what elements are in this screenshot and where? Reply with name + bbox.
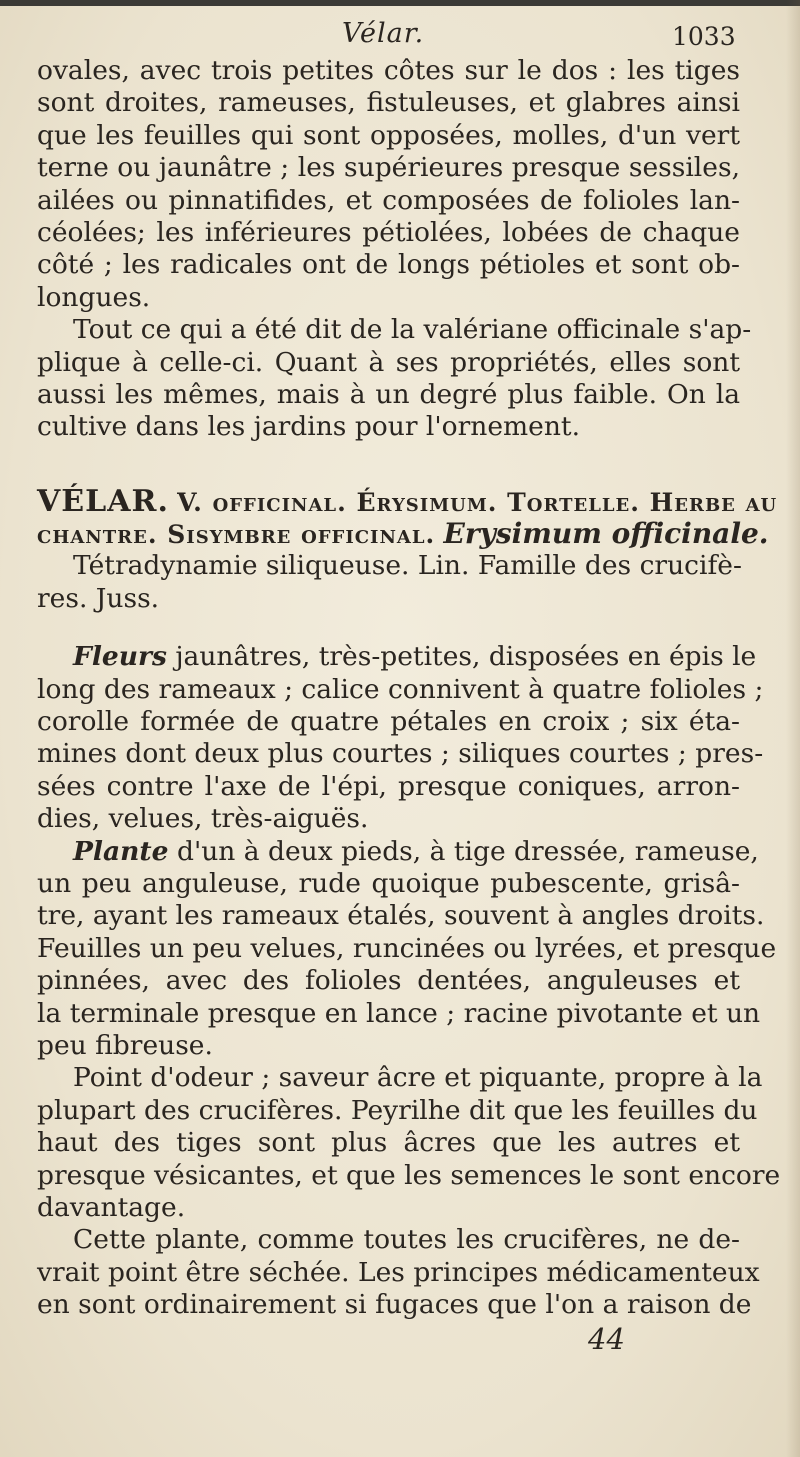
- plante-label: Plante: [73, 835, 169, 867]
- text-line: long des rameaux ; calice connivent à quatre folioles ;: [37, 673, 764, 705]
- text-line: sont droites, rameuses, fistuleuses, et glabres ainsi: [37, 87, 740, 119]
- text-line: céolées; les inférieures pétiolées, lobées de chaque: [37, 216, 740, 248]
- text-line: davantage.: [37, 1191, 186, 1223]
- text-line: ailées ou pinnatifides, et composées de folioles lan-: [37, 184, 740, 216]
- heading-line-2: [37, 516, 769, 551]
- text-line: que les feuilles qui sont opposées, molles, d'un vert: [37, 119, 740, 151]
- entry-heading: [37, 483, 778, 614]
- fleurs-label: Fleurs: [73, 641, 167, 673]
- text-line: peu fibreuse.: [37, 1029, 213, 1061]
- paragraph-cette-plante: [37, 1224, 760, 1321]
- paragraph-fleurs: [37, 641, 764, 835]
- text-line: mines dont deux plus courtes ; siliques courtes ; pres-: [37, 738, 764, 770]
- text-line: longues.: [37, 281, 151, 313]
- text-line: dies, velues, très-aiguës.: [37, 803, 369, 835]
- text-line: Cette plante, comme toutes les crucifères, ne de-: [73, 1224, 740, 1256]
- headword: VÉLAR.: [37, 483, 169, 519]
- text-line: vrait point être séchée. Les principes médicamenteux: [37, 1256, 760, 1288]
- text-line: plique à celle-ci. Quant à ses propriétés, elles sont: [37, 346, 740, 378]
- signature-mark: 44: [588, 1322, 625, 1356]
- plante-text: d'un à deux pieds, à tige dressée, rameuse,: [176, 835, 759, 867]
- text-line: tre, ayant les rameaux étalés, souvent à angles droits.: [37, 900, 765, 932]
- synonyms-2: chantre. Sisymbre officinal.: [37, 520, 436, 550]
- text-line: corolle formée de quatre pétales en croix ; six éta-: [37, 706, 740, 738]
- text-line: [37, 641, 757, 673]
- page-body: [37, 55, 781, 1321]
- classification-line: Tétradynamie siliqueuse. Lin. Famille des crucifè-: [73, 550, 742, 582]
- text-line: en sont ordinairement si fugaces que l'on a raison de: [37, 1289, 752, 1321]
- text-line: côté ; les radicales ont de longs pétioles et sont ob-: [37, 249, 740, 281]
- text-line: pinnées, avec des folioles dentées, anguleuses et: [37, 965, 740, 997]
- text-line: Feuilles un peu velues, runcinées ou lyrées, et presque: [37, 932, 777, 964]
- paragraph-continuation: [37, 55, 740, 314]
- synonyms-1: V. officinal. Érysimum. Tortelle. Herbe au: [177, 487, 778, 517]
- page-number: 1033: [672, 22, 736, 51]
- fleurs-text: jaunâtres, très-petites, disposées en épis le: [175, 641, 757, 673]
- text-line: aussi les mêmes, mais à un degré plus faible. On la: [37, 378, 740, 410]
- top-border: [0, 0, 800, 6]
- text-line: presque vésicantes, et que les semences le sont encore: [37, 1159, 781, 1191]
- page-header: [0, 18, 800, 58]
- text-line: [37, 835, 759, 868]
- text-line: sées contre l'axe de l'épi, presque coniques, arron-: [37, 770, 740, 802]
- text-line: terne ou jaunâtre ; les supérieures presque sessiles,: [37, 152, 740, 184]
- text-line: un peu anguleuse, rude quoique pubescente, grisâ-: [37, 867, 740, 899]
- spacer: [37, 444, 740, 484]
- paragraph-plante: [37, 835, 777, 1063]
- latin-name: Erysimum officinale.: [443, 517, 769, 551]
- text-line: Point d'odeur ; saveur âcre et piquante, propre à la: [73, 1062, 763, 1094]
- paragraph-valeriane: [37, 314, 752, 444]
- family-line: res. Juss.: [37, 582, 160, 614]
- paragraph-odeur: [37, 1062, 781, 1224]
- heading-line-1: [37, 483, 778, 519]
- text-line: la terminale presque en lance ; racine pivotante et un: [37, 997, 761, 1029]
- running-title: Vélar.: [342, 18, 425, 49]
- spacer: [37, 613, 740, 635]
- page-edge-shadow: [786, 0, 800, 1457]
- text-line: plupart des crucifères. Peyrilhe dit que les feuilles du: [37, 1094, 758, 1126]
- text-line: ovales, avec trois petites côtes sur le dos : les tiges: [37, 55, 740, 86]
- text-line: haut des tiges sont plus âcres que les autres et: [37, 1127, 740, 1159]
- text-line: cultive dans les jardins pour l'ornement.: [37, 411, 580, 443]
- text-line: Tout ce qui a été dit de la valériane officinale s'ap-: [73, 314, 752, 346]
